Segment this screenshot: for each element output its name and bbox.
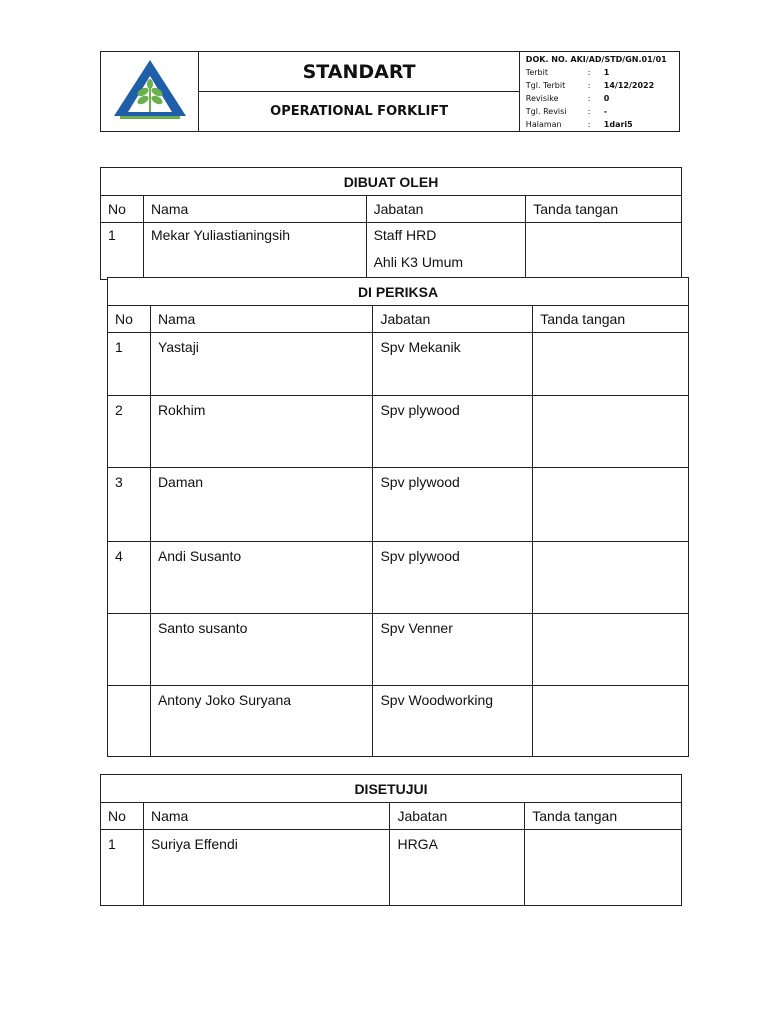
column-header-no: No — [101, 803, 144, 830]
column-header-jabatan: Jabatan — [373, 306, 533, 333]
row-no: 2 — [108, 396, 151, 468]
column-header-nama: Nama — [150, 306, 373, 333]
column-header-nama: Nama — [143, 196, 366, 223]
row-no: 1 — [108, 333, 151, 396]
row-jabatan: HRGA — [390, 830, 525, 906]
column-header-ttd: Tanda tangan — [525, 803, 682, 830]
meta-row: Terbit : 1 — [525, 68, 610, 77]
column-header-ttd: Tanda tangan — [533, 306, 689, 333]
signature-cell — [525, 830, 682, 906]
logo-cell — [101, 52, 199, 132]
row-jabatan: Spv plywood — [373, 396, 533, 468]
table-row — [108, 614, 689, 686]
row-nama: Yastaji — [150, 333, 373, 396]
column-header-jabatan: Jabatan — [390, 803, 525, 830]
row-nama: Daman — [150, 468, 373, 542]
row-jabatan: Spv plywood — [373, 468, 533, 542]
row-no: 3 — [108, 468, 151, 542]
document-meta — [519, 52, 679, 132]
table-heading: DISETUJUI — [101, 775, 682, 803]
document-header — [100, 51, 680, 132]
table-heading: DI PERIKSA — [108, 278, 689, 306]
table-row — [108, 468, 689, 542]
column-header-no: No — [108, 306, 151, 333]
table-row — [108, 396, 689, 468]
signature-cell — [526, 223, 682, 280]
row-no: 1 — [101, 830, 144, 906]
meta-row: Tgl. Revisi : - — [525, 107, 608, 116]
signature-cell — [533, 396, 689, 468]
dibuat-oleh-table — [100, 167, 682, 280]
table-row — [101, 830, 682, 906]
column-header-no: No — [101, 196, 144, 223]
row-jabatan: Spv Venner — [373, 614, 533, 686]
row-nama: Suriya Effendi — [143, 830, 390, 906]
signature-cell — [533, 468, 689, 542]
table-row — [101, 223, 682, 280]
table-heading: DIBUAT OLEH — [101, 168, 682, 196]
row-nama: Mekar Yuliastianingsih — [143, 223, 366, 280]
doc-number: DOK. NO. AKI/AD/STD/GN.01/01 — [525, 55, 667, 64]
row-no: 1 — [101, 223, 144, 280]
document-subtitle: OPERATIONAL FORKLIFT — [199, 92, 519, 132]
document-title: STANDART — [199, 52, 519, 92]
row-jabatan: Spv Mekanik — [373, 333, 533, 396]
di-periksa-table — [107, 277, 689, 757]
column-header-jabatan: Jabatan — [366, 196, 526, 223]
signature-cell — [533, 614, 689, 686]
row-jabatan: Spv plywood — [373, 542, 533, 614]
table-row — [108, 542, 689, 614]
row-jabatan: Spv Woodworking — [373, 686, 533, 757]
row-no: 4 — [108, 542, 151, 614]
meta-row: Revisike : 0 — [525, 94, 610, 103]
table-row — [108, 333, 689, 396]
row-no — [108, 686, 151, 757]
row-nama: Andi Susanto — [150, 542, 373, 614]
signature-cell — [533, 333, 689, 396]
signature-cell — [533, 542, 689, 614]
row-nama: Santo susanto — [150, 614, 373, 686]
table-row — [108, 686, 689, 757]
row-nama: Rokhim — [150, 396, 373, 468]
signature-cell — [533, 686, 689, 757]
meta-row: Halaman : 1dari5 — [525, 120, 633, 129]
disetujui-table — [100, 774, 682, 906]
meta-row: Tgl. Terbit : 14/12/2022 — [525, 81, 655, 90]
row-nama: Antony Joko Suryana — [150, 686, 373, 757]
column-header-ttd: Tanda tangan — [526, 196, 682, 223]
row-no — [108, 614, 151, 686]
row-jabatan: Staff HRD Ahli K3 Umum — [366, 223, 526, 280]
column-header-nama: Nama — [143, 803, 390, 830]
triangle-leaf-logo-icon — [110, 56, 190, 122]
